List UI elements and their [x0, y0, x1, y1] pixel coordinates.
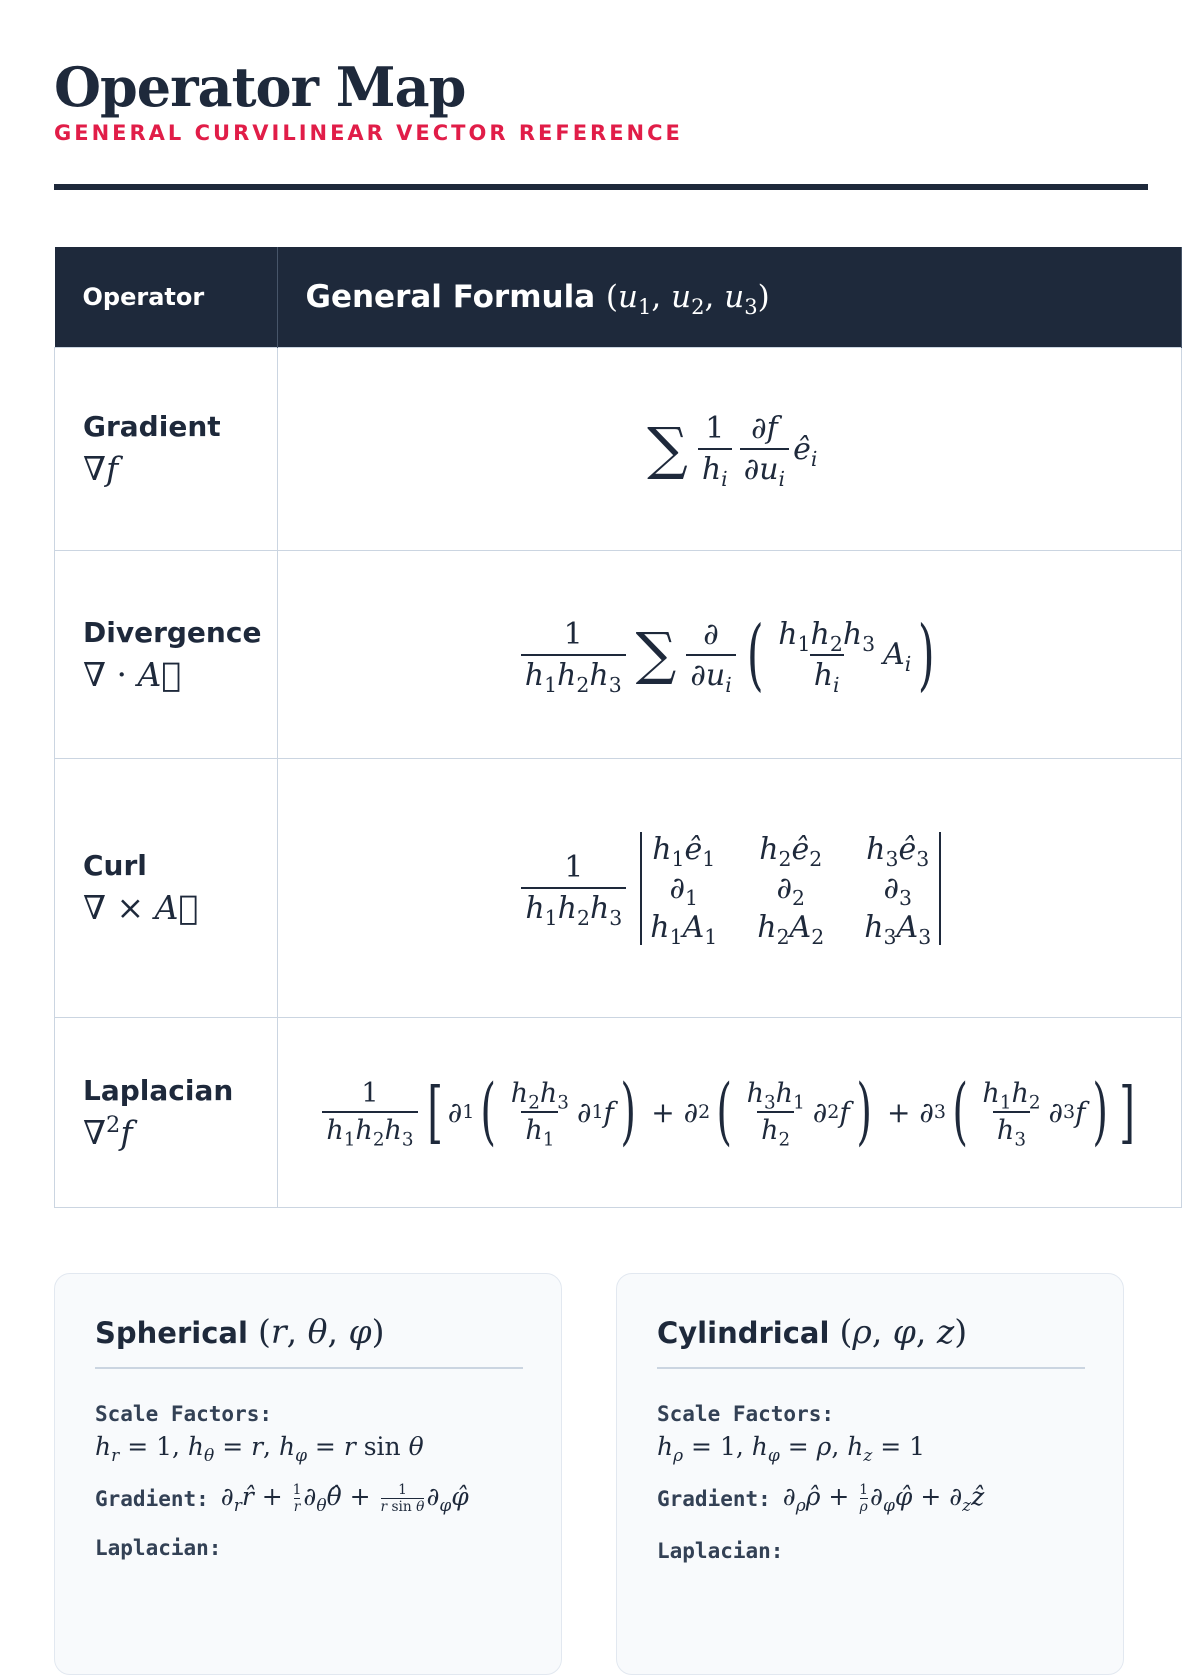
operator-cell [55, 759, 278, 1018]
table-row [55, 348, 1182, 551]
operator-table [54, 247, 1182, 1208]
operator-name: Divergence [83, 615, 262, 649]
operator-symbol: ∇$^2$f [83, 1111, 133, 1152]
operator-name: Laplacian [83, 1073, 234, 1107]
header-divider [54, 184, 1148, 190]
scale-factors-value: $h_\rho = 1$, $h_\varphi = \rho$, $h_z = 1$ [657, 1432, 926, 1466]
spherical-scale-factors [95, 1402, 424, 1466]
divergence-formula: $\frac{1}{h_1h_2h_3}$ ∑ $\frac{\partial}{\partial u_i}$ ( $\frac{h_1h_2h_3}{h_i}$ $A_i$ ) [517, 616, 942, 694]
spherical-card [54, 1273, 562, 1675]
cylindrical-scale-factors [657, 1402, 926, 1466]
scale-factors-label: Scale Factors: [95, 1402, 273, 1426]
table-row [55, 759, 1182, 1018]
table-row [55, 551, 1182, 759]
gradient-label: Gradient: [657, 1486, 771, 1511]
operator-symbol: ∇ · A⃗ [83, 654, 182, 694]
laplacian-label: Laplacian: [657, 1539, 784, 1563]
spherical-card-title [95, 1312, 523, 1369]
page-title: Operator Map [54, 55, 466, 119]
cylindrical-title-text: Cylindrical [657, 1316, 830, 1350]
laplacian-formula: $\frac{1}{h_1h_2h_3}$ [ ∂ 1 ( $\frac{h_2h_3}{h_1}$ ∂ 1 f ) + ∂ 2 ( $\frac{h_3h_1}{h_2}$ ∂ 2 f ) + ∂ 3 ( $\frac{h_1h_2}{h_3}$ ∂ 3 f ) ] [318, 1076, 1140, 1149]
operator-cell [55, 1018, 278, 1208]
spherical-coordinates: (r, θ, φ) [258, 1312, 385, 1351]
cylindrical-card [616, 1273, 1124, 1675]
formula-cell [277, 1018, 1182, 1208]
gradient-value: $\partial_rr̂$ + $\frac{1}{r}$ $\partial_\theta\thetâ$ + $\frac{1}{\text{r sin θ}}$ $\partial_\varphi\varphî$ [220, 1482, 469, 1516]
curl-formula: $\frac{1}{h_1h_2h_3}$ $h_1ê_1$ $h_2ê_2$ $h_3ê_3$ $\partial_1$ $\partial_2$ $\partial_3$ $h_1A_1$ $h_2A_2$ $h_3A_3$ [517, 832, 941, 945]
laplacian-label: Laplacian: [95, 1536, 222, 1560]
formula-column-label: General Formula [305, 279, 596, 315]
operator-cell [55, 551, 278, 759]
page-subtitle: GENERAL CURVILINEAR VECTOR REFERENCE [54, 121, 683, 145]
spherical-gradient [95, 1482, 469, 1515]
curl-determinant: $h_1ê_1$ $h_2ê_2$ $h_3ê_3$ $\partial_1$ $\partial_2$ $\partial_3$ $h_1A_1$ $h_2A_2$ $h_3A_3$ [640, 832, 941, 945]
cylindrical-gradient [657, 1482, 984, 1515]
cylindrical-laplacian [657, 1539, 783, 1563]
table-row [55, 1018, 1182, 1208]
cylindrical-coordinates: (ρ, φ, z) [839, 1312, 968, 1351]
scale-factors-value: $h_r = 1$, $h_\theta = r$, $h_\varphi = r$ sin θ [95, 1432, 424, 1466]
table-header-row [55, 247, 1182, 348]
operator-column-header: Operator [55, 247, 278, 348]
operator-name: Curl [83, 849, 147, 882]
operator-symbol: ∇ × A⃗ [83, 888, 199, 927]
formula-coordinates: ($u_1$, $u_2$, $u_3$) [605, 279, 770, 320]
cylindrical-card-title [657, 1312, 1085, 1369]
operator-symbol: ∇f [83, 449, 119, 488]
formula-cell [277, 759, 1182, 1018]
gradient-formula: ∑ $\frac{1}{h_i}$ $\frac{\partial f}{\partial u_i}$ $ê_i$ [647, 411, 818, 491]
page-header [54, 54, 1148, 146]
formula-column-header [277, 247, 1182, 348]
gradient-value: $\partial_\rho\rhô$ + $\frac{1}{\rho}$ $\partial_\varphi\varphî$ + $\partial_zẑ$ [782, 1482, 985, 1516]
spherical-laplacian [95, 1536, 221, 1560]
gradient-label: Gradient: [95, 1486, 209, 1511]
operator-cell [55, 348, 278, 551]
formula-cell [277, 348, 1182, 551]
scale-factors-label: Scale Factors: [657, 1402, 835, 1426]
formula-cell [277, 551, 1182, 759]
spherical-title-text: Spherical [95, 1316, 248, 1350]
operator-name: Gradient [83, 410, 221, 443]
